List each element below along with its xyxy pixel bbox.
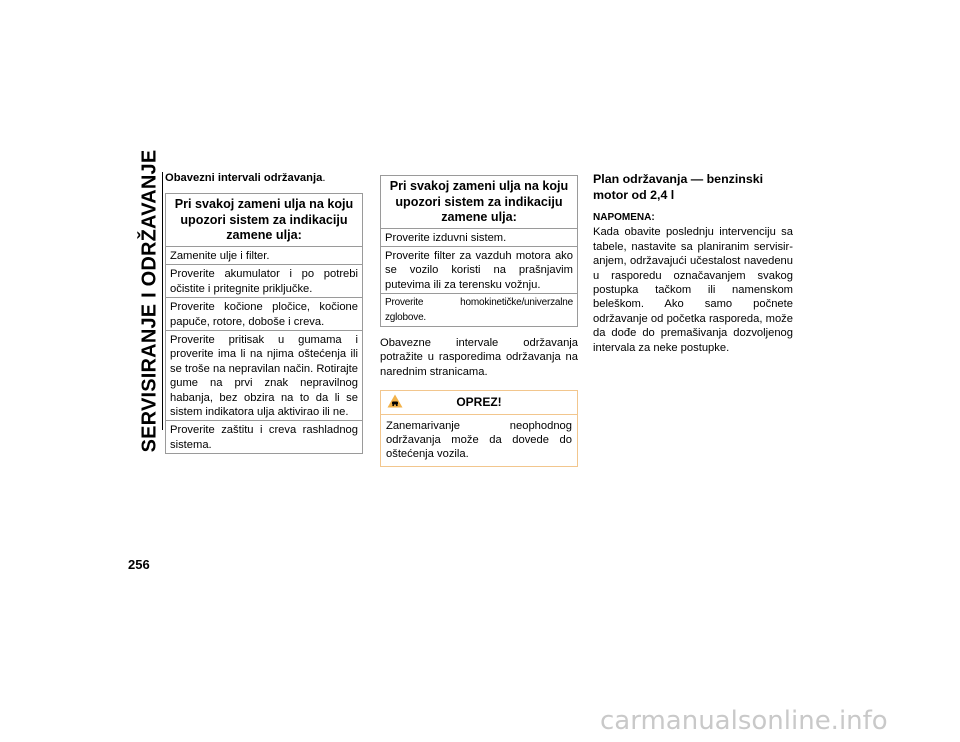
caution-header xyxy=(381,391,577,414)
column-middle xyxy=(380,175,578,467)
oil-change-table-2 xyxy=(380,175,578,327)
table-row: Proverite filter za vazduh motora ako se vozilo koristi na prašnjavim putevima ili za terensku vožnju. xyxy=(381,246,577,293)
table-header: Pri svakoj zameni ulja na koju upozori sistem za indikaciju zamene ulja: xyxy=(166,194,362,247)
oil-change-table-1 xyxy=(165,193,363,454)
column-left xyxy=(165,171,363,454)
section-divider xyxy=(162,172,163,430)
intervals-heading-text: Obavezni intervali održavanja xyxy=(165,172,323,184)
section-side-title xyxy=(138,149,161,453)
table-row: Proverite homokinetičke/univerzalne zglobove. xyxy=(381,293,577,326)
table-row: Proverite kočione pločice, kočione papuče, rotore, doboše i creva. xyxy=(166,297,362,330)
note-text: Kada obavite poslednju intervenciju sa tabele, nastavite sa planiranim servisir-anjem, održavajući učestalost navedenu u rasporedu označavanjem svakog postupka tačkom ili namenskom beleškom. Ako samo počnete održavanje od početka rasporeda, može da dođe do premašivanja dozvoljenog intervala za neke postupke. xyxy=(593,226,793,354)
table-row: Proverite izduvni sistem. xyxy=(385,231,507,244)
table-row: Proverite akumulator i po potrebi očistite i pritegnite priključke. xyxy=(166,264,362,297)
table-header: Pri svakoj zameni ulja na koju upozori sistem za indikaciju zamene ulja: xyxy=(381,176,577,229)
intervals-heading xyxy=(165,171,363,185)
section-side-title-text: SERVISIRANJE I ODRŽAVANJE xyxy=(138,149,161,453)
intervals-heading-period: . xyxy=(322,172,326,184)
note-label: NAPOMENA: xyxy=(593,212,655,223)
table-row: Proverite pritisak u gumama i proverite ima li na njima oštećenja ili se troše na nepravilan način. Rotirajte gume na prvi znak nepravilnog habanja, bez obzira na to da li se sistem indikatora ulja aktivirao ili ne. xyxy=(166,330,362,420)
watermark: carmanualsonline.info xyxy=(600,706,888,736)
schedule-reference-paragraph: Obavezne intervale održavanja potražite u rasporedima održavanja na narednim stranicama. xyxy=(380,336,578,378)
caution-text: Zanemarivanje neophodnog održavanja može da dovede do oštećenja vozila. xyxy=(386,419,572,461)
column-right xyxy=(593,172,793,355)
table-row: Zamenite ulje i filter. xyxy=(170,249,270,262)
page-number: 256 xyxy=(128,557,150,572)
table-row: Proverite zaštitu i creva rashladnog sistema. xyxy=(166,420,362,453)
caution-box xyxy=(380,390,578,467)
caution-title: OPREZ! xyxy=(456,395,502,410)
warning-car-icon xyxy=(387,394,403,408)
maintenance-plan-title: Plan održavanja — benzinski motor od 2,4 l xyxy=(593,172,764,202)
